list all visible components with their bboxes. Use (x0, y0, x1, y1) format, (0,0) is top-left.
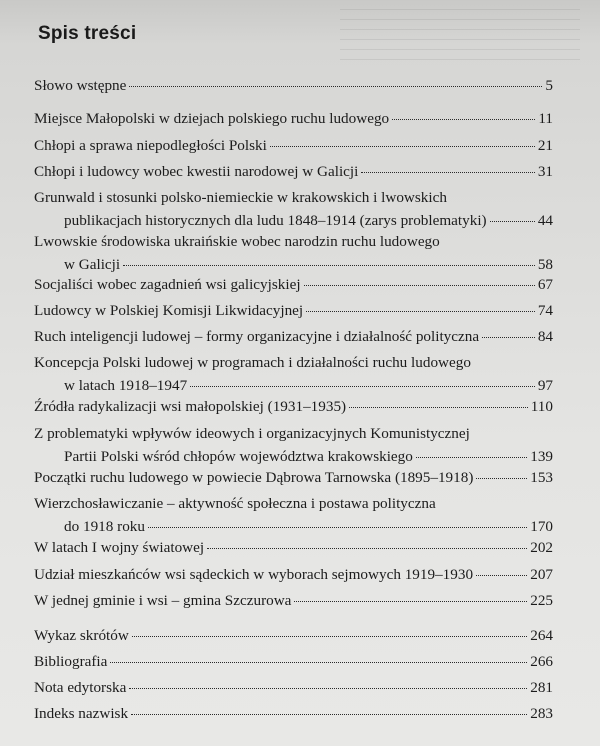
toc-entry[interactable] (34, 189, 553, 230)
toc-entry[interactable] (34, 592, 553, 610)
toc-entry-title: W jednej gminie i wsi – gmina Szczurowa (34, 592, 292, 609)
page-number: 11 (538, 110, 553, 127)
dot-leader (392, 119, 535, 120)
dot-leader (207, 548, 527, 549)
toc-entry-title: Z problematyki wpływów ideowych i organizacyjnych Komunistycznej (34, 425, 470, 442)
page-number: 170 (530, 518, 553, 535)
dot-leader (304, 285, 535, 286)
toc-entry-title: Socjaliści wobec zagadnień wsi galicyjskiej (34, 276, 301, 293)
toc-entry[interactable] (34, 398, 553, 416)
page-number: 67 (537, 276, 553, 293)
dot-leader (129, 688, 527, 689)
page-number: 266 (530, 653, 553, 670)
toc-entry[interactable] (34, 163, 553, 181)
page-number: 281 (530, 679, 553, 696)
page-number: 21 (537, 137, 553, 154)
toc-entry[interactable] (34, 233, 553, 274)
toc-entry-title: Lwowskie środowiska ukraińskie wobec narodzin ruchu ludowego (34, 233, 440, 250)
toc-entry[interactable] (34, 627, 553, 645)
toc-entry-title: Początki ruchu ludowego w powiecie Dąbrowa Tarnowska (1895–1918) (34, 469, 474, 486)
toc-entry[interactable] (34, 495, 553, 536)
toc-entry-title: publikacjach historycznych dla ludu 1848–1914 (zarys problematyki) (64, 212, 487, 229)
dot-leader (131, 714, 527, 715)
page-number: 225 (530, 592, 553, 609)
toc-entry-title: Słowo wstępne (34, 77, 127, 94)
page-number: 31 (537, 163, 553, 180)
dot-leader (490, 221, 535, 222)
dot-leader (123, 265, 535, 266)
toc-entry-title: Chłopi i ludowcy wobec kwestii narodowej w Galicji (34, 163, 359, 180)
dot-leader (361, 172, 534, 173)
toc-entry-title: Chłopi a sprawa niepodległości Polski (34, 137, 267, 154)
toc-entry-title: Koncepcja Polski ludowej w programach i działalności ruchu ludowego (34, 354, 471, 371)
dot-leader (306, 311, 535, 312)
toc-entry[interactable] (34, 425, 553, 466)
toc-entry[interactable] (34, 302, 553, 320)
page-number: 84 (537, 328, 553, 345)
toc-entry-title: w Galicji (64, 256, 121, 273)
dot-leader (476, 478, 527, 479)
page-number: 202 (530, 539, 553, 556)
toc-entry[interactable] (34, 137, 553, 155)
toc-entry[interactable] (34, 653, 553, 671)
toc-entry-title: Bibliografia (34, 653, 108, 670)
toc-entry[interactable] (34, 679, 553, 697)
toc-entry[interactable] (34, 77, 553, 95)
page-number: 139 (530, 448, 553, 465)
page-number: 264 (530, 627, 553, 644)
toc-entry-title: W latach I wojny światowej (34, 539, 205, 556)
toc-entry-title: do 1918 roku (64, 518, 145, 535)
toc-entry-title: Źródła radykalizacji wsi małopolskiej (1931–1935) (34, 398, 347, 415)
page-number: 153 (530, 469, 553, 486)
dot-leader (416, 457, 527, 458)
toc-entry-title: Wierzchosławiczanie – aktywność społeczna i postawa polityczna (34, 495, 436, 512)
page-number: 283 (530, 705, 553, 722)
dot-leader (110, 662, 527, 663)
toc-entry[interactable] (34, 566, 553, 584)
toc-entry-title: Ruch inteligencji ludowej – formy organizacyjne i działalność polityczna (34, 328, 480, 345)
toc-entry[interactable] (34, 705, 553, 723)
dot-leader (148, 527, 527, 528)
toc-entry[interactable] (34, 276, 553, 294)
toc-entry[interactable] (34, 110, 553, 128)
page-number: 97 (537, 377, 553, 394)
toc-entry[interactable] (34, 328, 553, 346)
dot-leader (482, 337, 535, 338)
toc-entry[interactable] (34, 354, 553, 395)
toc-entry-title: Wykaz skrótów (34, 627, 129, 644)
dot-leader (349, 407, 528, 408)
toc-entry-title: Miejsce Małopolski w dziejach polskiego ruchu ludowego (34, 110, 390, 127)
toc-entry-title: Indeks nazwisk (34, 705, 129, 722)
dot-leader (270, 146, 535, 147)
toc-entry-title: Nota edytorska (34, 679, 127, 696)
page-number: 207 (530, 566, 553, 583)
toc-entry-title: w latach 1918–1947 (64, 377, 188, 394)
toc-entry-title: Grunwald i stosunki polsko-niemieckie w krakowskich i lwowskich (34, 189, 447, 206)
dot-leader (129, 86, 542, 87)
page-number: 5 (545, 77, 553, 94)
toc-entry-title: Partii Polski wśród chłopów województwa krakowskiego (64, 448, 413, 465)
page-number: 58 (537, 256, 553, 273)
page-number: 44 (537, 212, 553, 229)
toc-entry-title: Ludowcy w Polskiej Komisji Likwidacyjnej (34, 302, 304, 319)
dot-leader (476, 575, 527, 576)
page-number: 74 (537, 302, 553, 319)
toc-entry[interactable] (34, 469, 553, 487)
dot-leader (190, 386, 535, 387)
page-title: Spis treści (38, 23, 137, 44)
page-number: 110 (530, 398, 553, 415)
toc-entry[interactable] (34, 539, 553, 557)
toc-entry-title: Udział mieszkańców wsi sądeckich w wyborach sejmowych 1919–1930 (34, 566, 474, 583)
dot-leader (132, 636, 527, 637)
dot-leader (294, 601, 527, 602)
